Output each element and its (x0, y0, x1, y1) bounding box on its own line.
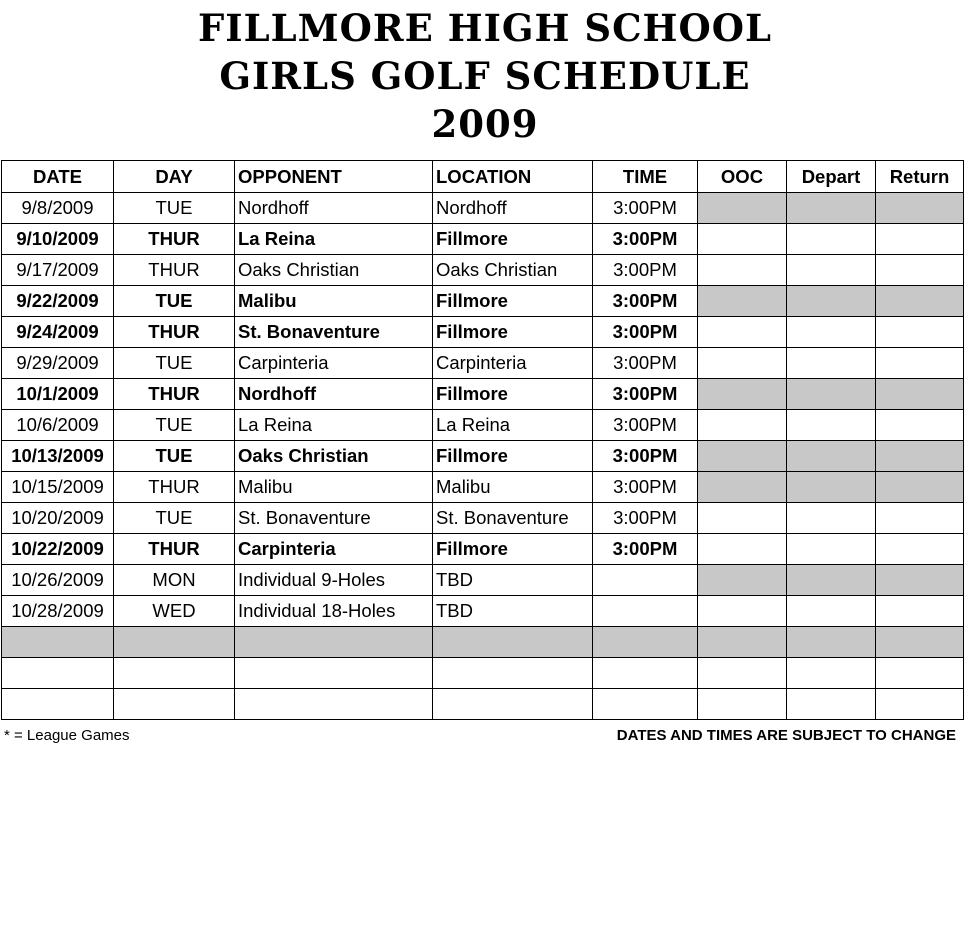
cell-location: Fillmore (433, 534, 593, 565)
cell-ooc (698, 286, 787, 317)
league-note: * = League Games (4, 727, 130, 744)
cell-date (2, 658, 114, 689)
cell-time: 3:00PM (593, 317, 698, 348)
cell-time: 3:00PM (593, 379, 698, 410)
cell-opponent: St. Bonaventure (235, 503, 433, 534)
cell-depart (787, 348, 876, 379)
cell-time: 3:00PM (593, 441, 698, 472)
cell-day: TUE (114, 286, 235, 317)
cell-day (114, 658, 235, 689)
cell-date: 9/17/2009 (2, 255, 114, 286)
col-header-opponent: OPPONENT (235, 161, 433, 193)
school-title: FILLMORE HIGH SCHOOL (198, 6, 772, 50)
cell-date: 10/28/2009 (2, 596, 114, 627)
cell-day: MON (114, 565, 235, 596)
cell-location: Oaks Christian (433, 255, 593, 286)
cell-date: 9/10/2009 (2, 224, 114, 255)
cell-location: St. Bonaventure (433, 503, 593, 534)
cell-ooc (698, 410, 787, 441)
cell-depart (787, 441, 876, 472)
cell-time: 3:00PM (593, 286, 698, 317)
year-title: 2009 (431, 102, 539, 146)
cell-date: 10/13/2009 (2, 441, 114, 472)
cell-depart (787, 503, 876, 534)
cell-location: TBD (433, 596, 593, 627)
cell-day: THUR (114, 255, 235, 286)
change-disclaimer: DATES AND TIMES ARE SUBJECT TO CHANGE (616, 727, 956, 744)
cell-return (876, 596, 964, 627)
table-row (2, 255, 964, 286)
cell-date: 9/24/2009 (2, 317, 114, 348)
cell-depart (787, 410, 876, 441)
cell-opponent: Oaks Christian (235, 441, 433, 472)
cell-opponent: La Reina (235, 410, 433, 441)
cell-time (593, 658, 698, 689)
schedule-title: GIRLS GOLF SCHEDULE (219, 54, 751, 98)
cell-ooc (698, 255, 787, 286)
header-row (2, 161, 964, 193)
cell-ooc (698, 317, 787, 348)
cell-location: Fillmore (433, 317, 593, 348)
cell-ooc (698, 193, 787, 224)
cell-depart (787, 596, 876, 627)
cell-return (876, 224, 964, 255)
cell-return (876, 317, 964, 348)
cell-ooc (698, 689, 787, 720)
cell-return (876, 348, 964, 379)
cell-return (876, 472, 964, 503)
cell-opponent (235, 689, 433, 720)
cell-location (433, 627, 593, 658)
cell-day: THUR (114, 379, 235, 410)
cell-opponent (235, 658, 433, 689)
cell-location (433, 658, 593, 689)
cell-date (2, 689, 114, 720)
cell-return (876, 689, 964, 720)
table-row (2, 224, 964, 255)
cell-opponent: Nordhoff (235, 379, 433, 410)
cell-date: 10/26/2009 (2, 565, 114, 596)
table-row (2, 441, 964, 472)
table-row (2, 317, 964, 348)
table-row (2, 565, 964, 596)
cell-ooc (698, 379, 787, 410)
cell-date (2, 627, 114, 658)
cell-return (876, 503, 964, 534)
cell-depart (787, 658, 876, 689)
table-row (2, 193, 964, 224)
col-header-ooc: OOC (698, 161, 787, 193)
col-header-depart: Depart (787, 161, 876, 193)
cell-depart (787, 472, 876, 503)
cell-opponent: La Reina (235, 224, 433, 255)
cell-date: 10/6/2009 (2, 410, 114, 441)
col-header-return: Return (876, 161, 964, 193)
table-row (2, 286, 964, 317)
cell-date: 10/20/2009 (2, 503, 114, 534)
cell-day: TUE (114, 441, 235, 472)
cell-day: THUR (114, 534, 235, 565)
cell-return (876, 441, 964, 472)
cell-location: Nordhoff (433, 193, 593, 224)
cell-time (593, 565, 698, 596)
cell-time: 3:00PM (593, 503, 698, 534)
schedule-body (2, 193, 964, 720)
cell-date: 10/15/2009 (2, 472, 114, 503)
cell-opponent: Nordhoff (235, 193, 433, 224)
cell-opponent (235, 627, 433, 658)
cell-ooc (698, 503, 787, 534)
cell-time (593, 596, 698, 627)
cell-depart (787, 255, 876, 286)
title-block (0, 4, 970, 148)
cell-depart (787, 193, 876, 224)
cell-depart (787, 317, 876, 348)
cell-day: WED (114, 596, 235, 627)
cell-time: 3:00PM (593, 348, 698, 379)
cell-return (876, 193, 964, 224)
cell-day: TUE (114, 348, 235, 379)
cell-return (876, 379, 964, 410)
cell-return (876, 255, 964, 286)
cell-opponent: Carpinteria (235, 348, 433, 379)
cell-day (114, 627, 235, 658)
cell-ooc (698, 596, 787, 627)
cell-location: Fillmore (433, 441, 593, 472)
cell-opponent: Individual 9-Holes (235, 565, 433, 596)
cell-time: 3:00PM (593, 472, 698, 503)
cell-return (876, 565, 964, 596)
cell-location: Carpinteria (433, 348, 593, 379)
table-row (2, 472, 964, 503)
cell-ooc (698, 565, 787, 596)
table-row (2, 658, 964, 689)
cell-opponent: St. Bonaventure (235, 317, 433, 348)
cell-time: 3:00PM (593, 224, 698, 255)
cell-ooc (698, 224, 787, 255)
cell-time (593, 689, 698, 720)
cell-day: TUE (114, 410, 235, 441)
cell-date: 9/22/2009 (2, 286, 114, 317)
cell-time: 3:00PM (593, 534, 698, 565)
cell-depart (787, 689, 876, 720)
cell-date: 10/1/2009 (2, 379, 114, 410)
cell-time: 3:00PM (593, 193, 698, 224)
cell-day: THUR (114, 317, 235, 348)
cell-ooc (698, 658, 787, 689)
cell-depart (787, 627, 876, 658)
cell-day: THUR (114, 224, 235, 255)
col-header-day: DAY (114, 161, 235, 193)
col-header-location: LOCATION (433, 161, 593, 193)
cell-location: Fillmore (433, 224, 593, 255)
cell-return (876, 534, 964, 565)
cell-location: Malibu (433, 472, 593, 503)
col-header-date: DATE (2, 161, 114, 193)
cell-opponent: Carpinteria (235, 534, 433, 565)
cell-ooc (698, 348, 787, 379)
table-row (2, 503, 964, 534)
cell-location: Fillmore (433, 286, 593, 317)
cell-depart (787, 224, 876, 255)
cell-depart (787, 565, 876, 596)
cell-location: Fillmore (433, 379, 593, 410)
schedule-table (1, 160, 964, 720)
cell-opponent: Oaks Christian (235, 255, 433, 286)
cell-opponent: Malibu (235, 472, 433, 503)
cell-depart (787, 286, 876, 317)
cell-return (876, 627, 964, 658)
table-row (2, 379, 964, 410)
cell-day: THUR (114, 472, 235, 503)
cell-ooc (698, 627, 787, 658)
cell-return (876, 410, 964, 441)
table-row (2, 627, 964, 658)
cell-date: 9/8/2009 (2, 193, 114, 224)
cell-depart (787, 534, 876, 565)
cell-day (114, 689, 235, 720)
cell-return (876, 658, 964, 689)
table-row (2, 534, 964, 565)
cell-location: La Reina (433, 410, 593, 441)
cell-time: 3:00PM (593, 255, 698, 286)
cell-ooc (698, 534, 787, 565)
col-header-time: TIME (593, 161, 698, 193)
table-row (2, 596, 964, 627)
cell-ooc (698, 472, 787, 503)
cell-opponent: Individual 18-Holes (235, 596, 433, 627)
table-row (2, 410, 964, 441)
cell-day: TUE (114, 193, 235, 224)
cell-return (876, 286, 964, 317)
cell-date: 10/22/2009 (2, 534, 114, 565)
table-row (2, 348, 964, 379)
cell-ooc (698, 441, 787, 472)
cell-depart (787, 379, 876, 410)
cell-time (593, 627, 698, 658)
cell-time: 3:00PM (593, 410, 698, 441)
cell-location: TBD (433, 565, 593, 596)
cell-opponent: Malibu (235, 286, 433, 317)
cell-day: TUE (114, 503, 235, 534)
cell-date: 9/29/2009 (2, 348, 114, 379)
cell-location (433, 689, 593, 720)
table-row (2, 689, 964, 720)
